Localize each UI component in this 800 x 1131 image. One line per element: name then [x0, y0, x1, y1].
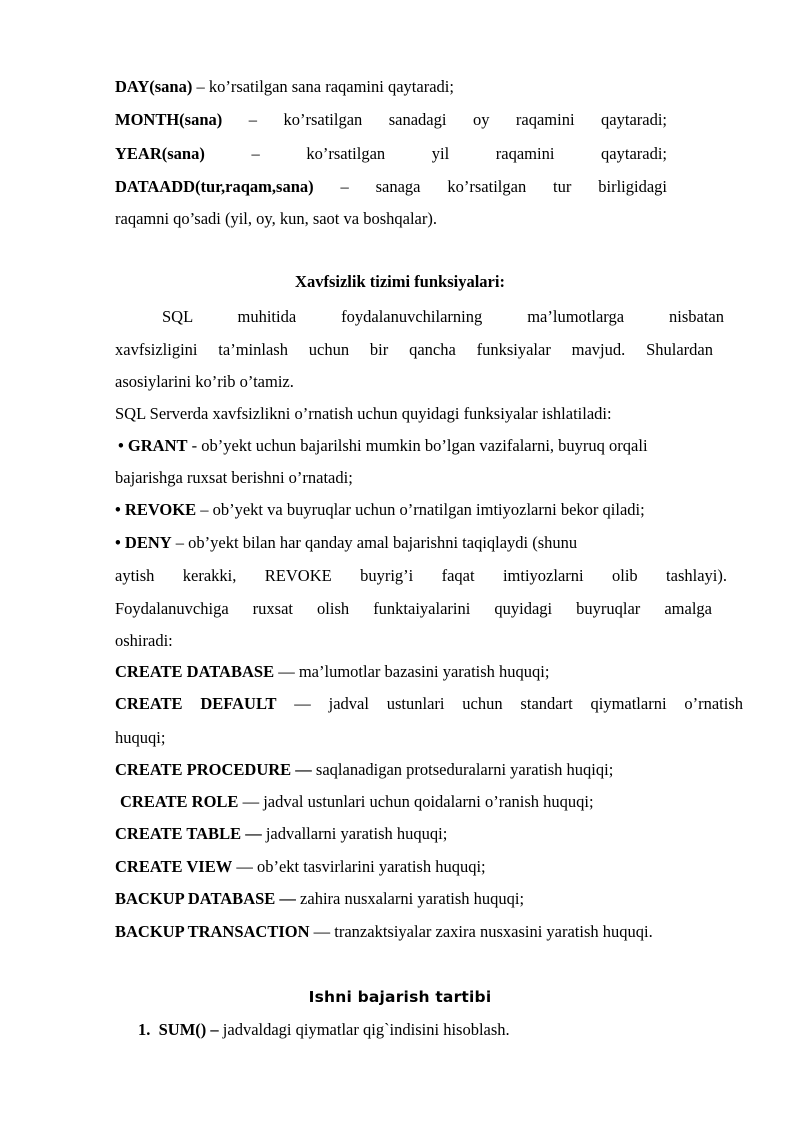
dataadd-continuation: raqamni qo’sadi (yil, oy, kun, saot va boshqalar). [115, 209, 437, 228]
backup-database-term: BACKUP DATABASE — [115, 889, 296, 908]
deny-line [115, 533, 577, 553]
month-term: MONTH(sana) [115, 110, 223, 129]
deny-bullet: • [115, 533, 121, 552]
year-function-line [115, 144, 667, 164]
deny-desc: – ob’yekt bilan har qanday amal bajarishni taqiqlaydi (shunu [171, 533, 578, 552]
paragraph-2: SQL Serverda xavfsizlikni o’rnatish uchun quyidagi funksiyalar ishlatiladi: [115, 404, 612, 423]
revoke-line [115, 500, 645, 520]
paragraph-1-line-1: SQL muhitida foydalanuvchilarning ma’lumotlarga nisbatan [162, 307, 724, 326]
grant-bullet: • [118, 436, 124, 455]
create-procedure-desc: saqlanadigan protseduralarni yaratish huqiqi; [311, 760, 614, 779]
create-database-term: CREATE DATABASE [115, 662, 275, 681]
create-view-desc: — ob’ekt tasvirlarini yaratish huquqi; [232, 857, 486, 876]
backup-transaction-line [115, 922, 653, 942]
security-heading [0, 272, 800, 292]
create-default-continuation: huquqi; [115, 728, 166, 747]
create-default-line [115, 694, 743, 714]
create-role-line [120, 792, 594, 812]
security-heading-text: Xavfsizlik tizimi funksiyalari: [295, 272, 505, 291]
grant-desc: - ob’yekt uchun bajarilshi mumkin bo’lgan vazifalarni, buyruq orqali [187, 436, 648, 455]
month-desc: – ko’rsatilgan sanadagi oy raqamini qaytaradi; [248, 110, 668, 129]
year-term: YEAR(sana) [115, 144, 205, 163]
create-view-term: CREATE VIEW [115, 857, 233, 876]
deny-line-3: Foydalanuvchiga ruxsat olish funktaiyalarini quyidagi buyruqlar amalga [115, 599, 712, 618]
day-function-line [115, 77, 454, 97]
create-procedure-line [115, 760, 613, 780]
year-desc: – ko’rsatilgan yil raqamini qaytaradi; [251, 144, 668, 163]
create-table-line [115, 824, 447, 844]
create-role-term: CREATE ROLE [120, 792, 239, 811]
backup-transaction-term: BACKUP TRANSACTION [115, 922, 310, 941]
create-database-line [115, 662, 549, 682]
dataadd-function-line [115, 177, 667, 197]
create-default-term: CREATE DEFAULT [115, 694, 277, 713]
dataadd-term: DATAADD(tur,raqam,sana) [115, 177, 314, 196]
deny-term: DENY [124, 533, 172, 552]
list-item-1-desc: jadvaldagi qiymatlar qig`indisini hisoblash. [218, 1020, 510, 1039]
create-view-line [115, 857, 486, 877]
dataadd-desc: – sanaga ko’rsatilgan tur birligidagi [340, 177, 667, 196]
revoke-bullet: • [115, 500, 121, 519]
create-table-term: CREATE TABLE — [115, 824, 262, 843]
create-database-desc: — ma’lumotlar bazasini yaratish huquqi; [274, 662, 550, 681]
list-item-1-number: 1. [138, 1020, 151, 1039]
paragraph-1-line-2: xavfsizligini ta’minlash uchun bir qancha funksiyalar mavjud. Shulardan [115, 340, 713, 359]
create-table-desc: jadvallarni yaratish huquqi; [261, 824, 448, 843]
deny-line-2: aytish kerakki, REVOKE buyrig’i faqat imtiyozlarni olib tashlayi). [115, 566, 727, 585]
day-desc: – ko’rsatilgan sana raqamini qaytaradi; [192, 77, 454, 96]
grant-term: GRANT [127, 436, 188, 455]
list-item-1 [138, 1020, 510, 1040]
grant-line [118, 436, 648, 456]
backup-database-line [115, 889, 524, 909]
backup-database-desc: zahira nusxalarni yaratish huquqi; [295, 889, 525, 908]
procedure-heading-text: Ishni bajarish tartibi [308, 988, 492, 1006]
create-role-desc: — jadval ustunlari uchun qoidalarni o’ranish huquqi; [238, 792, 594, 811]
day-term: DAY(sana) [115, 77, 193, 96]
create-default-desc: — jadval ustunlari uchun standart qiymatlarni o’rnatish [294, 694, 744, 713]
revoke-desc: – ob’yekt va buyruqlar uchun o’rnatilgan imtiyozlarni bekor qiladi; [196, 500, 645, 519]
procedure-heading [0, 987, 800, 1007]
list-item-1-term: SUM() – [158, 1020, 219, 1039]
revoke-term: REVOKE [124, 500, 197, 519]
deny-line-4: oshiradi: [115, 631, 173, 650]
create-procedure-term: CREATE PROCEDURE — [115, 760, 312, 779]
backup-transaction-desc: — tranzaktsiyalar zaxira nusxasini yaratish huquqi. [309, 922, 653, 941]
month-function-line [115, 110, 667, 130]
grant-continuation: bajarishga ruxsat berishni o’rnatadi; [115, 468, 353, 487]
paragraph-1-line-3: asosiylarini ko’rib o’tamiz. [115, 372, 294, 391]
